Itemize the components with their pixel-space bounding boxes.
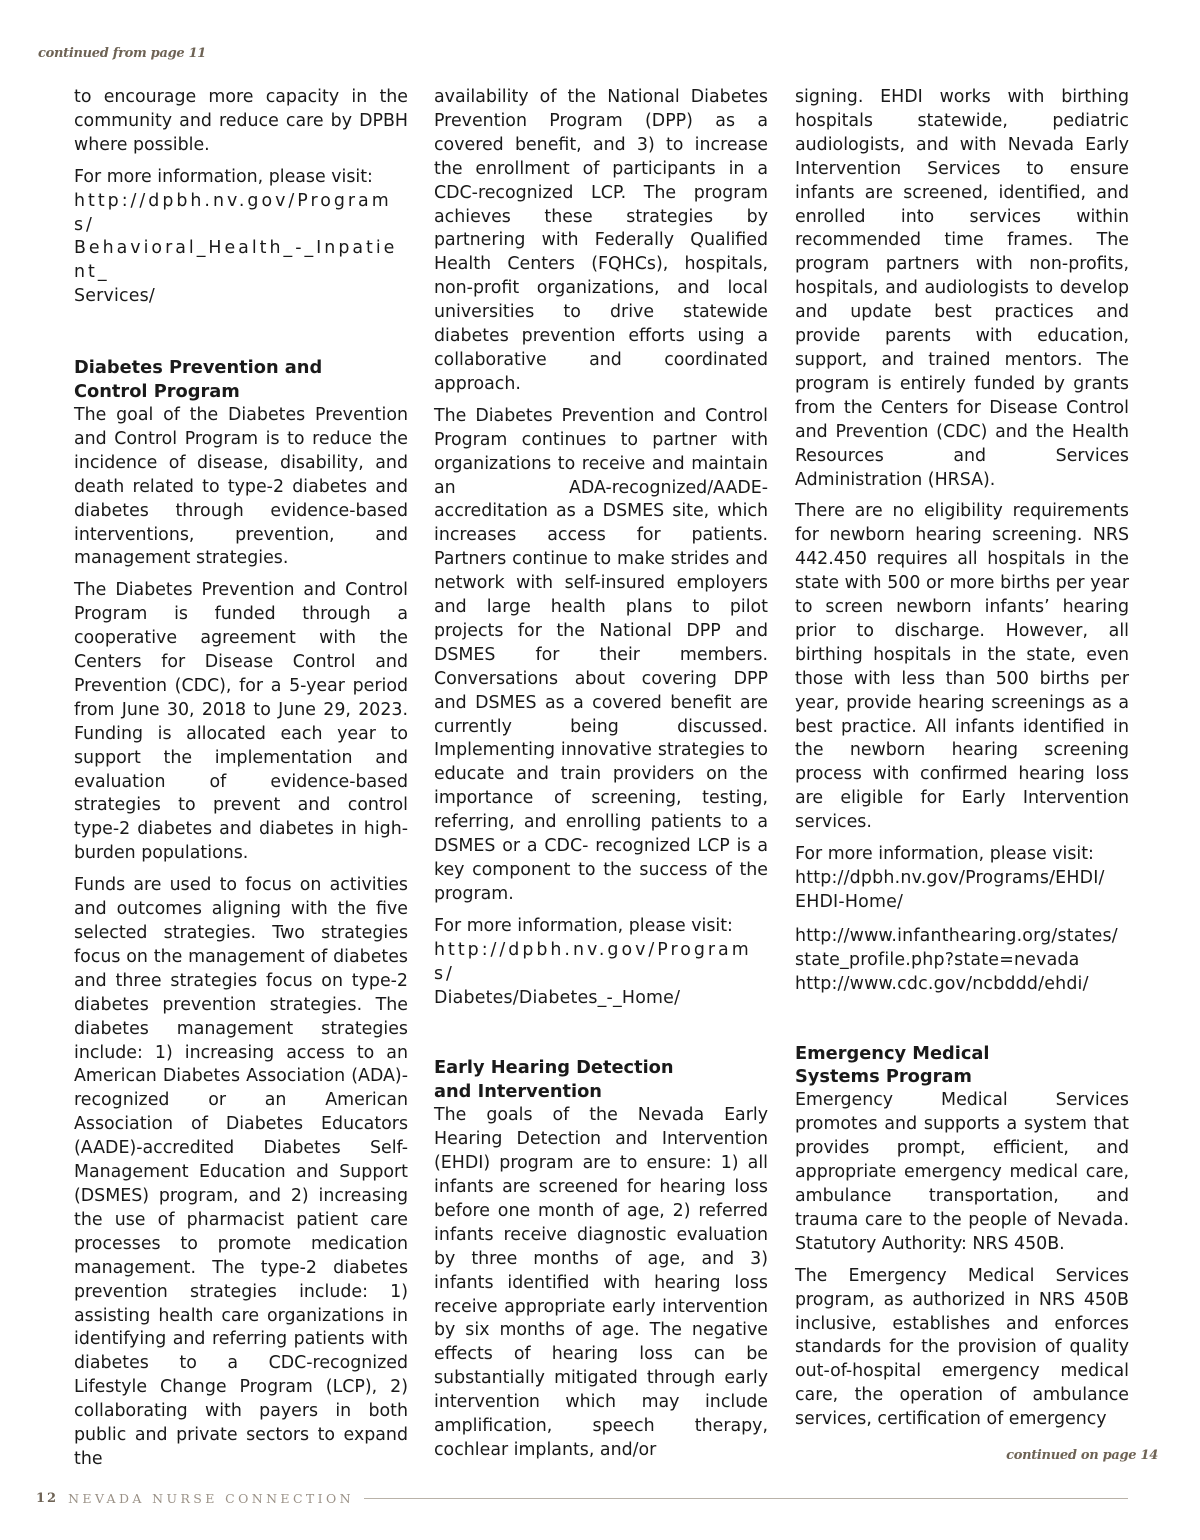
more-info-label: For more information, please visit: bbox=[74, 166, 373, 187]
page-number: 12 bbox=[36, 1490, 59, 1506]
inpatient-services-link-line-3[interactable]: Services/ bbox=[74, 286, 155, 307]
inpatient-services-link-line-2[interactable]: Behavioral_Health_-_Inpatient_ bbox=[74, 238, 398, 283]
ehdi-home-link-line-2[interactable]: EHDI-Home/ bbox=[795, 891, 904, 912]
ehdi-home-link-line-1[interactable]: http://dpbh.nv.gov/Programs/EHDI/ bbox=[795, 868, 1105, 888]
diabetes-home-link-line-1[interactable]: http://dpbh.nv.gov/Programs/ bbox=[434, 939, 752, 984]
diabetes-heading-line-1: Diabetes Prevention and bbox=[74, 357, 323, 379]
continued-on-note: continued on page 14 bbox=[1006, 1448, 1158, 1463]
cdc-ehdi-link[interactable]: http://www.cdc.gov/ncbddd/ehdi/ bbox=[795, 973, 1089, 994]
ehdi-goals-paragraph: The goals of the Nevada Early Hearing Detection and Intervention (EHDI) program are to ensure: 1) all infants are screened for hearing loss before one month of age, 2) referred infants receive diagnostic evaluation by three months of age, and 3) infants identified with hearing loss receive appropriate early intervention by six months of age. The negative effects of hearing loss can be substantially mitigated through early intervention which may include amplification, speech therapy, cochlear implants, and/or bbox=[434, 1105, 768, 1460]
ems-intro-paragraph: Emergency Medical Services promotes and supports a system that provides prompt, efficient, and appropriate emergency medical care, ambulance transportation, and trauma care to the people of Nevada. Statutory Authority: NRS 450B. bbox=[795, 1090, 1129, 1254]
column-3 bbox=[795, 86, 1129, 1440]
footer-divider bbox=[364, 1498, 1128, 1499]
more-info-label: For more information, please visit: bbox=[434, 915, 733, 936]
inpatient-services-link-line-1[interactable]: http://dpbh.nv.gov/Programs/ bbox=[74, 190, 392, 235]
intro-paragraph: to encourage more capacity in the community and reduce care by DPBH where possible. bbox=[74, 87, 408, 155]
eligibility-paragraph: There are no eligibility requirements for newborn hearing screening. NRS 442.450 requires all hospitals in the state with 500 or more births per year to screen newborn infants’ hearing prior to discharge. However, all birthing hospitals in the state, even those with less than 500 births per year, provide hearing screenings as a best practice. All infants identified in the newborn hearing screening process with confirmed hearing loss are eligible for Early Intervention services. bbox=[795, 501, 1129, 833]
continued-from-note: continued from page 11 bbox=[38, 46, 207, 61]
ems-heading-line-1: Emergency Medical bbox=[795, 1042, 990, 1064]
diabetes-heading-line-2: Control Program bbox=[74, 381, 240, 403]
page-footer bbox=[36, 1488, 1128, 1508]
column-2 bbox=[434, 86, 768, 1471]
ehdi-heading-line-2: and Intervention bbox=[434, 1081, 602, 1103]
ems-program-paragraph: The Emergency Medical Services program, as authorized in NRS 450B inclusive, establishes and enforces standards for the provision of quality out-of-hospital emergency medical care, the operation of ambulance services, certification of emergency bbox=[795, 1265, 1129, 1430]
ehdi-program-paragraph: signing. EHDI works with birthing hospitals statewide, pediatric audiologists, and with Nevada Early Intervention Services to ensure infants are screened, identified, and enrolled into services within recommended time frames. The program partners with non-profits, hospitals, and audiologists to develop and update best practices and provide parents with education, support, and trained mentors. The program is entirely funded by grants from the Centers for Disease Control and Prevention (CDC) and the Health Resources and Services Administration (HRSA). bbox=[795, 87, 1129, 490]
more-info-label: For more information, please visit: bbox=[795, 844, 1094, 865]
column-1 bbox=[74, 86, 408, 1480]
diabetes-funding-paragraph: The Diabetes Prevention and Control Program is funded through a cooperative agreement with the Centers for Disease Control and Prevention (CDC), for a 5-year period from June 30, 2018 to June 29, 2023. Funding is allocated each year to support the implementation and evaluation of evidence-based strategies to prevent and control type-2 diabetes and diabetes in high-burden populations. bbox=[74, 580, 408, 864]
diabetes-goal-paragraph: The goal of the Diabetes Prevention and Control Program is to reduce the incidence of disease, disability, and death related to type-2 diabetes and diabetes through evidence-based interventions, prevention, and management strategies. bbox=[74, 404, 408, 569]
publication-name: NEVADA NURSE CONNECTION bbox=[68, 1490, 354, 1506]
ehdi-heading-line-1: Early Hearing Detection bbox=[434, 1057, 674, 1079]
infanthearing-link-line-1[interactable]: http://www.infanthearing.org/states/ bbox=[795, 925, 1118, 946]
dpp-availability-paragraph: availability of the National Diabetes Prevention Program (DPP) as a covered benefit, and 3) to increase the enrollment of participants in a CDC-recognized LCP. The program achieves these strategies by partnering with Federally Qualified Health Centers (FQHCs), hospitals, non-profit organizations, and local universities to drive statewide diabetes prevention efforts using a collaborative and coordinated approach. bbox=[434, 87, 768, 394]
dsmes-partners-paragraph: The Diabetes Prevention and Control Program continues to partner with organizations to receive and maintain an ADA-recognized/AADE-accreditation as a DSMES site, which increases access for patients. Partners continue to make strides and network with self-insured employers and large health plans to pilot projects for the National DPP and DSMES for their members. Conversations about covering DPP and DSMES as a covered benefit are currently being discussed. Implementing innovative strategies to educate and train providers on the importance of screening, testing, referring, and enrolling patients to a DSMES or a CDC- recognized LCP is a key component to the success of the program. bbox=[434, 405, 768, 904]
ems-heading-line-2: Systems Program bbox=[795, 1066, 972, 1088]
diabetes-strategies-paragraph: Funds are used to focus on activities and outcomes aligning with the five selected strategies. Two strategies focus on the management of diabetes and three strategies focus on type-2 diabetes prevention strategies. The diabetes management strategies include: 1) increasing access to an American Diabetes Association (ADA)-recognized or an American Association of Diabetes Educators (AADE)-accredited Diabetes Self- Management Education and Support (DSMES) program, and 2) increasing the use of pharmacist patient care processes to promote medication management. The type-2 diabetes prevention strategies include: 1) assisting health care organizations in identifying and referring patients with diabetes to a CDC-recognized Lifestyle Change Program (LCP), 2) collaborating with payers in both public and private sectors to expand the bbox=[74, 875, 408, 1469]
infanthearing-link-line-2[interactable]: state_profile.php?state=nevada bbox=[795, 949, 1080, 970]
diabetes-home-link-line-2[interactable]: Diabetes/Diabetes_-_Home/ bbox=[434, 987, 681, 1008]
